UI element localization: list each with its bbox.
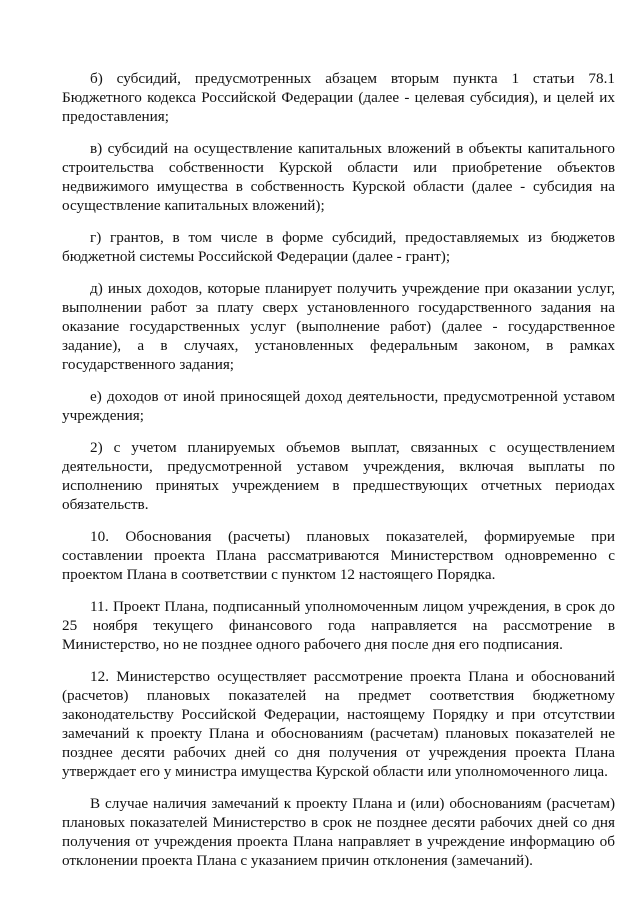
paragraph-v-capital-investment-subsidy: в) субсидий на осуществление капитальных вложений в объекты капитального строительства собственности Курской области или приобретение объектов недвижимого имущества в собственность Курской области (далее - субсидия на осуществление капитальных вложений); (62, 140, 615, 214)
paragraph-remarks-rejection: В случае наличия замечаний к проекту Плана и (или) обоснованиям (расчетам) плановых показателей Министерство в срок не позднее десяти рабочих дней со дня получения от учреждения проекта Плана направляет в учреждение информацию об отклонении проекта Плана с указанием причин отклонения (замечаний). (62, 795, 615, 869)
paragraph-b-target-subsidy: б) субсидий, предусмотренных абзацем вторым пункта 1 статьи 78.1 Бюджетного кодекса Российской Федерации (далее - целевая субсидия), и целей их предоставления; (62, 70, 615, 125)
paragraph-10-justifications: 10. Обоснования (расчеты) плановых показателей, формируемые при составлении проекта Плана рассматриваются Министерством одновременно с проектом Плана в соответствии с пунктом 12 настоящего Порядка. (62, 528, 615, 583)
paragraph-g-grants: г) грантов, в том числе в форме субсидий, предоставляемых из бюджетов бюджетной системы Российской Федерации (далее - грант); (62, 229, 615, 265)
paragraph-2-planned-payments: 2) с учетом планируемых объемов выплат, связанных с осуществлением деятельности, предусмотренной уставом учреждения, включая выплаты по исполнению принятых учреждением в предшествующих отчетных периодах обязательств. (62, 439, 615, 513)
paragraph-e-income-generating-activity: е) доходов от иной приносящей доход деятельности, предусмотренной уставом учреждения; (62, 388, 615, 424)
paragraph-11-draft-plan-submission: 11. Проект Плана, подписанный уполномоченным лицом учреждения, в срок до 25 ноября текущего финансового года направляется на рассмотрение в Министерство, но не позднее одного рабочего дня после дня его подписания. (62, 598, 615, 653)
document-body (62, 69, 615, 870)
paragraph-12-ministry-review: 12. Министерство осуществляет рассмотрение проекта Плана и обоснований (расчетов) плановых показателей на предмет соответствия бюджетному законодательству Российской Федерации, настоящему Порядку и при отсутствии замечаний к проекту Плана и обоснованиям (расчетам) плановых показателей не позднее десяти рабочих дней со дня получения от учреждения проекта Плана утверждает его у министра имущества Курской области или уполномоченного лица. (62, 668, 615, 780)
paragraph-d-other-income: д) иных доходов, которые планирует получить учреждение при оказании услуг, выполнении работ за плату сверх установленного государственного задания на оказание государственных услуг (выполнение работ) (далее - государственное задание), а в случаях, установленных федеральным законом, в рамках государственного задания; (62, 280, 615, 373)
